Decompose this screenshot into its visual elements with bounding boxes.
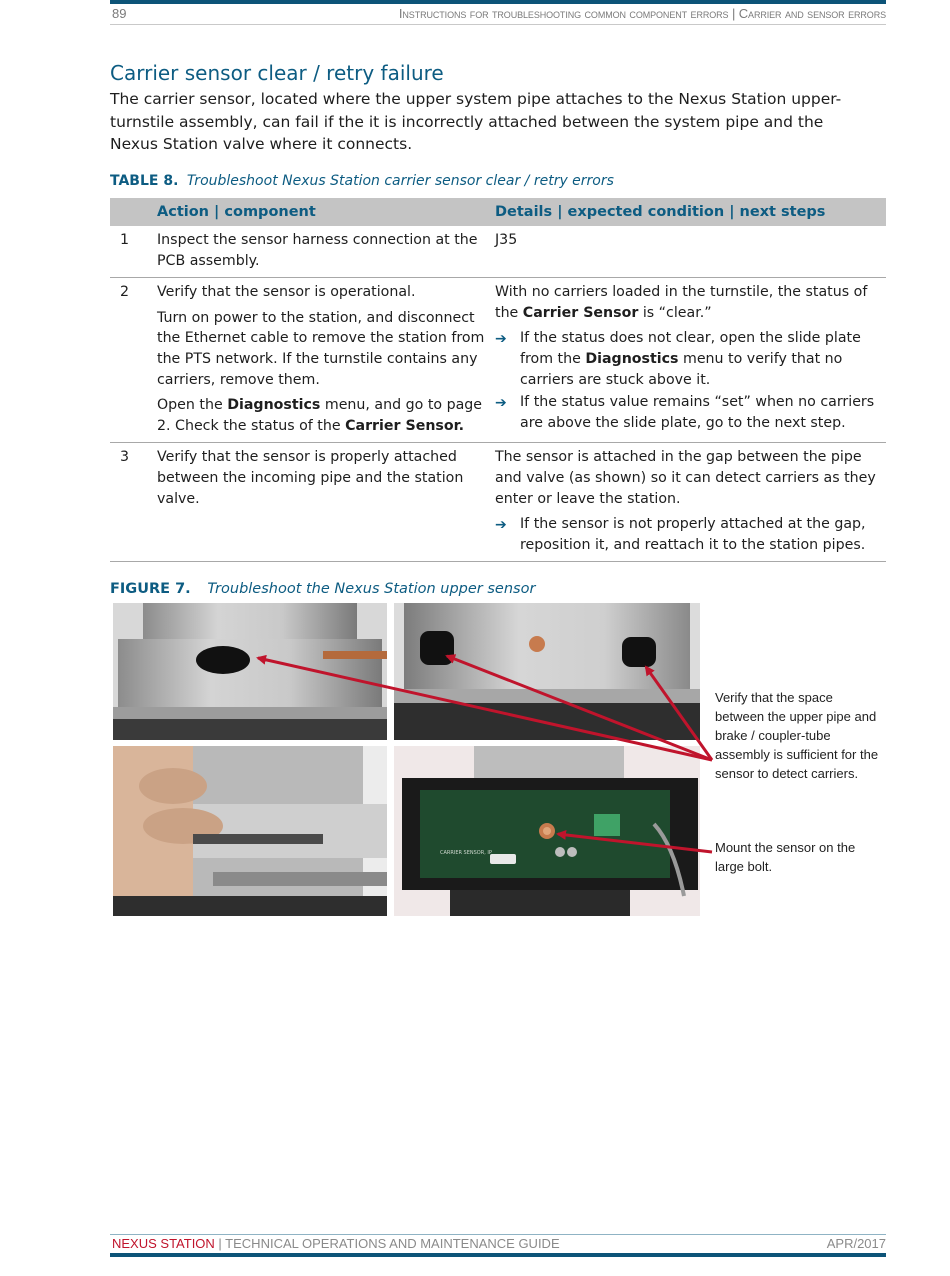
footer-brand: NEXUS STATION — [112, 1236, 215, 1251]
details-bullet: ➔ If the status value remains “set” when no carriers are above the slide plate, go to the next step. — [495, 394, 875, 431]
row-number: 1 — [110, 226, 157, 278]
footer-rule — [110, 1253, 886, 1257]
figure-label: FIGURE 7. — [110, 581, 191, 597]
table-header-action: Action | component — [157, 198, 495, 226]
action-text: Inspect the sensor harness connection at the PCB assembly. — [157, 232, 478, 269]
row-details: J35 — [495, 226, 886, 278]
table-caption-text: Troubleshoot Nexus Station carrier sensor clear / retry errors — [186, 173, 614, 189]
action-text: Verify that the sensor is operational. — [157, 284, 416, 301]
footer-subtitle: | TECHNICAL OPERATIONS AND MAINTENANCE GUIDE — [214, 1236, 560, 1251]
pcb-label: CARRIER SENSOR, IP — [440, 850, 492, 856]
row-number: 3 — [110, 443, 157, 562]
figure-caption-text: Troubleshoot the Nexus Station upper sensor — [207, 581, 536, 597]
header-title: Instructions for troubleshooting common component errors | Carrier and sensor errors — [398, 6, 886, 21]
details-text: The sensor is attached in the gap between the pipe and valve (as shown) so it can detect carriers as they enter or leave the station. — [495, 449, 876, 507]
arrow-to-slot-1 — [258, 658, 712, 760]
callout-gap: Verify that the space between the upper pipe and brake / coupler-tube assembly is sufficient for the sensor to detect carriers. — [715, 690, 879, 781]
details-bullet: ➔ If the sensor is not properly attached at the gap, reposition it, and reattach it to the station pipes. — [495, 516, 866, 553]
arrow-bullet-icon: ➔ — [495, 331, 507, 348]
arrow-bullet-icon: ➔ — [495, 395, 507, 412]
details-bullet: ➔ If the status does not clear, open the slide plate from the Diagnostics menu to verify that no carriers are stuck above it. — [495, 330, 861, 388]
details-text: With no carriers loaded in the turnstile, the status of the Carrier Sensor is “clear.” — [495, 284, 868, 321]
footer-rule-top — [110, 1234, 886, 1235]
page-footer — [112, 1236, 886, 1251]
table-header-details: Details | expected condition | next steps — [495, 198, 886, 226]
table-label: TABLE 8. — [110, 173, 179, 189]
footer-date: APR/2017 — [826, 1236, 886, 1251]
action-text: Turn on power to the station, and disconnect the Ethernet cable to remove the station from the PTS network. If the turnstile contains any carriers, remove them. — [157, 309, 485, 388]
action-text: Open the Diagnostics menu, and go to page 2. Check the status of the Carrier Sensor. — [157, 397, 483, 434]
arrow-to-bolt — [558, 834, 712, 852]
arrow-group — [258, 656, 712, 852]
row-action: Verify that the sensor is properly attached between the incoming pipe and the station valve. — [157, 443, 495, 562]
row-number: 2 — [110, 278, 157, 443]
arrow-bullet-icon: ➔ — [495, 517, 507, 534]
intro-paragraph: The carrier sensor, located where the upper system pipe attaches to the Nexus Station upper-turnstile assembly, can fail if the it is incorrectly attached between the system pipe and the Nexus Station valve where it connects. — [110, 90, 842, 153]
callout-bolt: Mount the sensor on the large bolt. — [715, 840, 856, 874]
section-title: Carrier sensor clear / retry failure — [110, 61, 444, 85]
page-number: 89 — [112, 6, 127, 21]
